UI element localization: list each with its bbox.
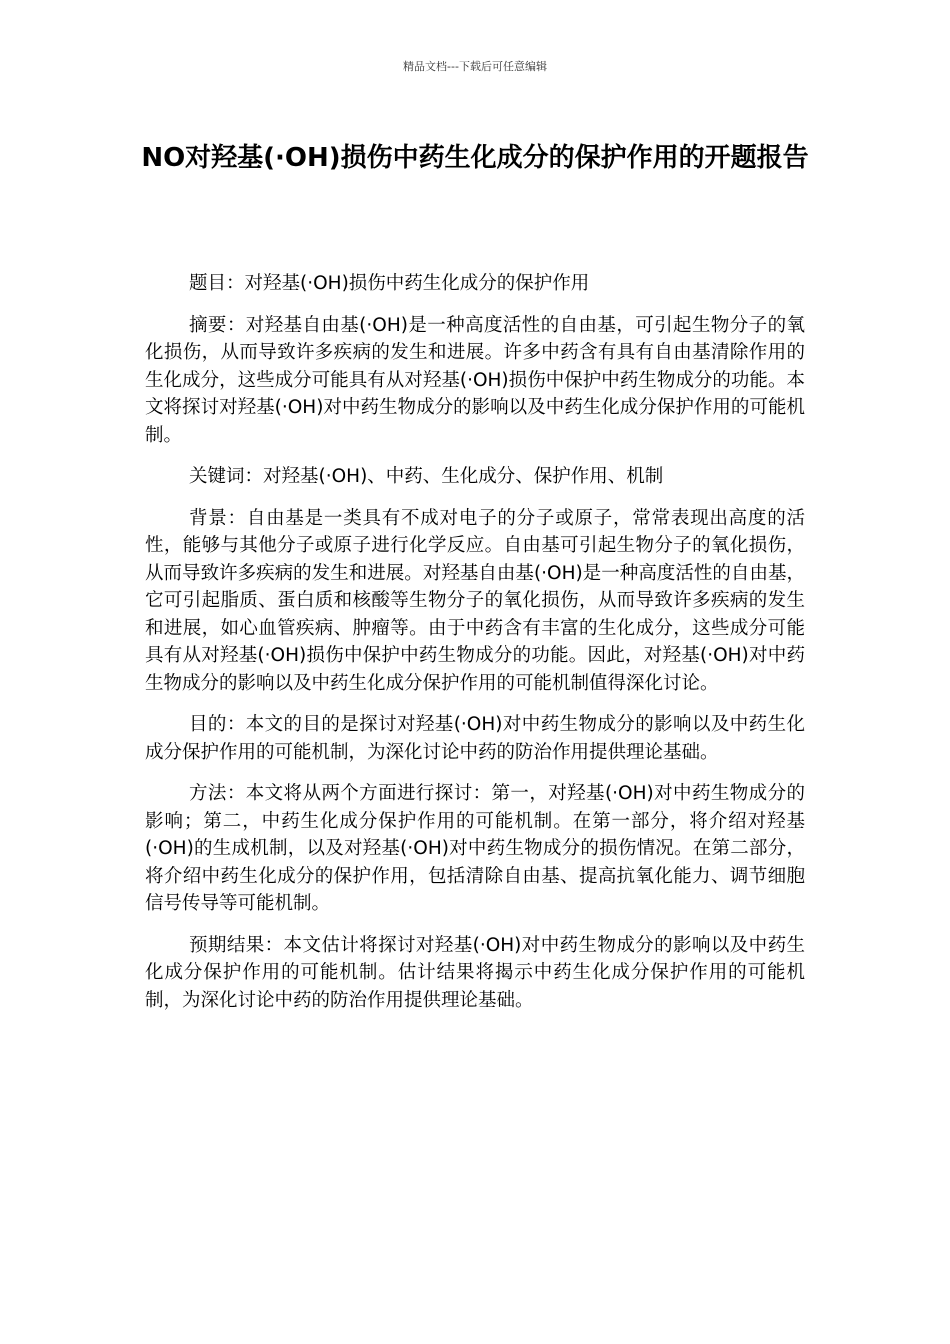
section-abstract-label: 摘要： (189, 314, 246, 336)
section-background-label: 背景： (189, 507, 247, 529)
section-keywords (145, 463, 805, 491)
section-abstract-text: 对羟基自由基(·OH)是一种高度活性的自由基，可引起生物分子的氧化损伤，从而导致许多疾病的发生和进展。许多中药含有具有自由基清除作用的生化成分，这些成分可能具有从对羟基(·OH)损伤中保护中药生物成分的功能。本文将探讨对羟基(·OH)对中药生物成分的影响以及中药生化成分保护作用的可能机制。 (145, 314, 805, 446)
section-topic (145, 270, 805, 298)
section-methods-label: 方法： (189, 783, 246, 804)
document-title: NO对羟基(·OH)损伤中药生化成分的保护作用的开题报告 (141, 143, 809, 173)
section-expected-results (145, 932, 805, 1015)
section-purpose-text: 本文的目的是探讨对羟基(·OH)对中药生物成分的影响以及中药生化成分保护作用的可能机制，为深化讨论中药的防治作用提供理论基础。 (145, 714, 805, 763)
section-topic-label: 题目： (189, 273, 245, 294)
section-expected-results-text: 本文估计将探讨对羟基(·OH)对中药生物成分的影响以及中药生化成分保护作用的可能机制。估计结果将揭示中药生化成分保护作用的可能机制，为深化讨论中药的防治作用提供理论基础。 (145, 934, 805, 1011)
section-expected-results-label: 预期结果： (189, 934, 284, 956)
section-background (145, 505, 805, 698)
section-purpose-label: 目的： (189, 714, 246, 735)
section-keywords-label: 关键词： (189, 466, 264, 487)
section-keywords-text: 对羟基(·OH)、中药、生化成分、保护作用、机制 (263, 466, 664, 487)
document-body (145, 270, 805, 1028)
section-abstract (145, 312, 805, 450)
section-topic-text: 对羟基(·OH)损伤中药生化成分的保护作用 (244, 273, 590, 294)
section-methods (145, 780, 805, 918)
section-methods-text: 本文将从两个方面进行探讨：第一，对羟基(·OH)对中药生物成分的影响；第二，中药生化成分保护作用的可能机制。在第一部分，将介绍对羟基(·OH)的生成机制，以及对羟基(·OH)对中药生物成分的损伤情况。在第二部分，将介绍中药生化成分的保护作用，包括清除自由基、提高抗氧化能力、调节细胞信号传导等可能机制。 (145, 783, 805, 914)
section-purpose (145, 711, 805, 766)
section-background-text: 自由基是一类具有不成对电子的分子或原子，常常表现出高度的活性，能够与其他分子或原子进行化学反应。自由基可引起生物分子的氧化损伤，从而导致许多疾病的发生和进展。对羟基自由基(·OH)是一种高度活性的自由基，它可引起脂质、蛋白质和核酸等生物分子的氧化损伤，从而导致许多疾病的发生和进展，如心血管疾病、肿瘤等。由于中药含有丰富的生化成分，这些成分可能具有从对羟基(·OH)损伤中保护中药生物成分的功能。因此，对羟基(·OH)对中药生物成分的影响以及中药生化成分保护作用的可能机制值得深化讨论。 (145, 507, 805, 694)
header-note: 精品文档---下载后可任意编辑 (403, 60, 547, 73)
